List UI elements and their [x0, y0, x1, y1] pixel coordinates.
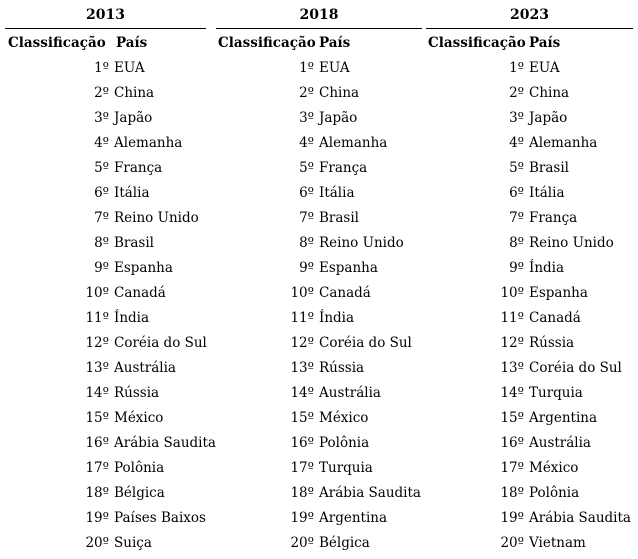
rank-cell: 2º — [94, 85, 109, 101]
rank-column-header: Classificação — [428, 35, 526, 51]
year-group-2018 — [216, 0, 422, 559]
country-cell: EUA — [114, 60, 145, 76]
rank-cell: 1º — [94, 60, 109, 76]
rank-cell: 15º — [85, 410, 109, 426]
rank-cell: 19º — [85, 510, 109, 526]
rank-cell: 13º — [500, 360, 524, 376]
country-cell: Alemanha — [114, 135, 183, 151]
rank-cell: 9º — [509, 260, 524, 276]
year-heading: 2023 — [510, 7, 549, 23]
country-cell: Alemanha — [529, 135, 598, 151]
rank-cell: 2º — [299, 85, 314, 101]
rank-cell: 17º — [500, 460, 524, 476]
country-cell: EUA — [529, 60, 560, 76]
rank-cell: 5º — [94, 160, 109, 176]
rank-cell: 5º — [299, 160, 314, 176]
rank-cell: 8º — [299, 235, 314, 251]
country-cell: Japão — [529, 110, 568, 126]
country-cell: Brasil — [319, 210, 359, 226]
country-cell: Austrália — [319, 385, 381, 401]
country-cell: México — [319, 410, 369, 426]
rank-cell: 6º — [509, 185, 524, 201]
country-cell: México — [529, 460, 579, 476]
country-cell: França — [319, 160, 368, 176]
country-cell: Arábia Saudita — [114, 435, 216, 451]
rank-cell: 4º — [509, 135, 524, 151]
country-cell: França — [529, 210, 578, 226]
country-cell: Arábia Saudita — [319, 485, 421, 501]
rank-cell: 12º — [290, 335, 314, 351]
country-cell: Arábia Saudita — [529, 510, 631, 526]
country-cell: China — [114, 85, 155, 101]
rank-cell: 9º — [299, 260, 314, 276]
rank-cell: 13º — [290, 360, 314, 376]
country-cell: Turquia — [529, 385, 583, 401]
rank-cell: 3º — [94, 110, 109, 126]
year-group-2013 — [5, 0, 216, 559]
country-column-header: País — [529, 35, 561, 51]
rank-cell: 7º — [509, 210, 524, 226]
rank-cell: 4º — [299, 135, 314, 151]
rank-cell: 9º — [94, 260, 109, 276]
rank-cell: 10º — [85, 285, 109, 301]
rank-cell: 14º — [290, 385, 314, 401]
country-cell: Coréia do Sul — [319, 335, 412, 351]
rank-cell: 8º — [94, 235, 109, 251]
country-cell: Índia — [529, 260, 565, 276]
divider — [426, 28, 633, 29]
rank-cell: 5º — [509, 160, 524, 176]
country-cell: Coréia do Sul — [114, 335, 207, 351]
rank-cell: 14º — [500, 385, 524, 401]
country-column-header: País — [116, 35, 148, 51]
country-cell: Turquia — [319, 460, 373, 476]
country-cell: Bélgica — [319, 535, 370, 551]
rank-cell: 19º — [500, 510, 524, 526]
divider — [216, 28, 422, 29]
country-cell: Polônia — [529, 485, 580, 501]
rank-cell: 4º — [94, 135, 109, 151]
rank-cell: 2º — [509, 85, 524, 101]
rank-cell: 7º — [299, 210, 314, 226]
rank-cell: 19º — [290, 510, 314, 526]
rank-cell: 11º — [85, 310, 109, 326]
rank-cell: 15º — [500, 410, 524, 426]
country-cell: Canadá — [319, 285, 371, 301]
rank-cell: 15º — [290, 410, 314, 426]
rank-cell: 6º — [94, 185, 109, 201]
rank-cell: 16º — [85, 435, 109, 451]
rank-cell: 16º — [290, 435, 314, 451]
country-cell: Itália — [114, 185, 150, 201]
country-cell: China — [319, 85, 360, 101]
rank-cell: 20º — [500, 535, 524, 551]
country-cell: China — [529, 85, 570, 101]
country-cell: Espanha — [529, 285, 588, 301]
rank-cell: 3º — [509, 110, 524, 126]
rank-cell: 3º — [299, 110, 314, 126]
country-cell: Suiça — [114, 535, 152, 551]
rank-cell: 17º — [85, 460, 109, 476]
year-group-2023 — [426, 0, 633, 559]
rank-cell: 14º — [85, 385, 109, 401]
country-cell: Argentina — [319, 510, 388, 526]
year-heading: 2013 — [86, 7, 125, 23]
country-cell: Japão — [114, 110, 153, 126]
country-cell: Vietnam — [529, 535, 586, 551]
country-cell: Índia — [319, 310, 355, 326]
rank-column-header: Classificação — [8, 35, 106, 51]
country-cell: Índia — [114, 310, 150, 326]
rank-cell: 7º — [94, 210, 109, 226]
country-cell: Itália — [319, 185, 355, 201]
rank-cell: 1º — [299, 60, 314, 76]
country-cell: Reino Unido — [114, 210, 199, 226]
rank-cell: 20º — [85, 535, 109, 551]
country-cell: Reino Unido — [529, 235, 614, 251]
country-cell: Itália — [529, 185, 565, 201]
country-cell: Brasil — [529, 160, 569, 176]
country-cell: Austrália — [529, 435, 591, 451]
country-cell: Austrália — [114, 360, 176, 376]
country-cell: México — [114, 410, 164, 426]
rank-cell: 16º — [500, 435, 524, 451]
country-cell: Alemanha — [319, 135, 388, 151]
country-cell: Polônia — [114, 460, 165, 476]
rank-cell: 6º — [299, 185, 314, 201]
rank-cell: 20º — [290, 535, 314, 551]
divider — [5, 28, 206, 29]
country-cell: Países Baixos — [114, 510, 206, 526]
year-heading: 2018 — [299, 7, 339, 23]
rank-cell: 10º — [500, 285, 524, 301]
rank-cell: 1º — [509, 60, 524, 76]
country-cell: Polônia — [319, 435, 370, 451]
rank-cell: 11º — [500, 310, 524, 326]
country-cell: Canadá — [114, 285, 166, 301]
country-cell: Canadá — [529, 310, 581, 326]
rank-cell: 17º — [290, 460, 314, 476]
rank-cell: 10º — [290, 285, 314, 301]
country-cell: Bélgica — [114, 485, 165, 501]
country-cell: EUA — [319, 60, 350, 76]
country-cell: Argentina — [529, 410, 598, 426]
rank-cell: 12º — [500, 335, 524, 351]
country-cell: Coréia do Sul — [529, 360, 622, 376]
country-cell: Espanha — [319, 260, 378, 276]
rank-cell: 18º — [500, 485, 524, 501]
rank-cell: 18º — [290, 485, 314, 501]
country-cell: Rússia — [319, 360, 365, 376]
rank-column-header: Classificação — [218, 35, 316, 51]
country-cell: Espanha — [114, 260, 173, 276]
country-cell: Japão — [319, 110, 358, 126]
rank-cell: 12º — [85, 335, 109, 351]
rank-cell: 11º — [290, 310, 314, 326]
rank-cell: 8º — [509, 235, 524, 251]
country-cell: França — [114, 160, 163, 176]
country-cell: Rússia — [529, 335, 575, 351]
rank-cell: 18º — [85, 485, 109, 501]
country-column-header: País — [319, 35, 351, 51]
country-cell: Brasil — [114, 235, 154, 251]
rank-cell: 13º — [85, 360, 109, 376]
country-cell: Reino Unido — [319, 235, 404, 251]
country-cell: Rússia — [114, 385, 160, 401]
